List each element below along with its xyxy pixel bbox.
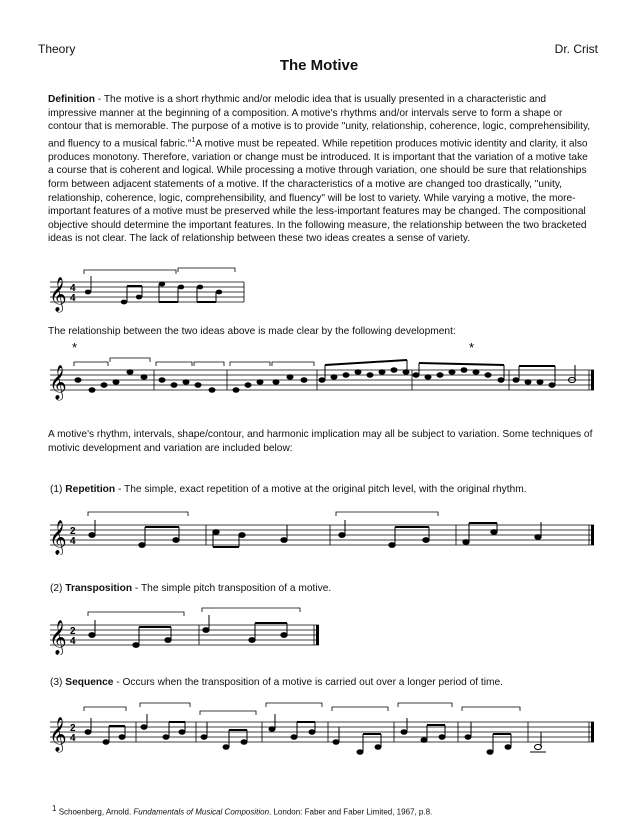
intro-text: A motive's rhythm, intervals, shape/contour, and harmonic implication may all be subject to variation. Some techniques of motivic development and variation are included below: xyxy=(48,429,593,454)
time-sig-top: 2 xyxy=(70,626,76,637)
page-title: The Motive xyxy=(279,57,359,74)
technique-transposition xyxy=(50,582,595,596)
technique-name: Transposition xyxy=(65,583,133,594)
footnote-book-title: Fundamentals of Musical Composition xyxy=(133,807,270,817)
footnote-ref: 1 xyxy=(191,136,196,144)
motive-brackets xyxy=(88,608,300,616)
staff-lines xyxy=(50,525,594,545)
notes xyxy=(89,615,287,647)
time-sig-top: 2 xyxy=(70,526,76,537)
definition-label: Definition xyxy=(48,94,95,105)
definition-text-2: A motive must be repeated. While repetition produces motivic identity and clarity, it also produces monotony. Therefore, variation or change must be introduced. It is important that the variation of a motive take a course that is coherent and logical. While processing a motive through variation, one should be sure that relationships form between adjacent statements of a motive. If the characteristics of a motive are changed too drastically, "unity, relationship, coherence, logic, comprehensibility, and fluency" will be lost to variety. While varying a motive, the more-important features of a motive must be preserved while the less-important features may be changed. The compositional objective should determine the important features. In the following measure, the relationship between the two bracketed ideas is not clear. The lack of relationship between these two ideas creates a sense of variety. xyxy=(48,138,588,245)
asterisk-mark-2: * xyxy=(469,340,475,355)
treble-clef-icon: 𝄞 xyxy=(49,520,67,555)
technique-repetition xyxy=(50,483,595,497)
staff-lines xyxy=(50,722,594,742)
asterisk-mark: * xyxy=(72,340,78,355)
treble-clef-icon: 𝄞 xyxy=(49,717,67,752)
notes xyxy=(89,520,541,547)
definition-text: - The motive is a short rhythmic and/or melodic idea that is usually presented in a characteristic and impressive manner at the beginning of a composition. A motive's rhythms and/or intervals serve to form a shape or contour that is memorable. The purpose of a motive is to provide "unity, relationship, coherence, logic, comprehensibility, and fluency to a musical fabric." xyxy=(48,94,591,150)
technique-sequence xyxy=(50,676,595,690)
technique-number: (2) xyxy=(50,583,63,594)
time-sig-bottom: 4 xyxy=(70,636,76,647)
technique-number: (3) xyxy=(50,677,63,688)
music-example-4 xyxy=(44,605,600,655)
motive-brackets xyxy=(74,358,314,366)
music-example-1 xyxy=(44,266,600,314)
time-sig-top: 4 xyxy=(70,283,76,294)
header-author: Dr. Crist xyxy=(554,42,598,56)
notes xyxy=(85,714,546,754)
notes xyxy=(75,360,576,392)
footnote-number: 1 xyxy=(52,804,57,813)
definition-paragraph xyxy=(48,93,593,246)
technique-name: Sequence xyxy=(65,677,114,688)
time-sig-bottom: 4 xyxy=(70,733,76,744)
relationship-text: The relationship between the two ideas above is made clear by the following development: xyxy=(48,326,456,337)
notes xyxy=(85,276,222,304)
time-sig-bottom: 4 xyxy=(70,293,76,304)
music-example-5 xyxy=(44,698,600,760)
footnote-publisher: . London: Faber and Faber Limited, 1967, p.8. xyxy=(269,807,433,817)
treble-clef-icon: 𝄞 xyxy=(49,365,67,400)
technique-desc: - The simple, exact repetition of a motive at the original pitch level, with the original rhythm. xyxy=(115,484,527,495)
time-sig-bottom: 4 xyxy=(70,536,76,547)
music-example-3 xyxy=(44,505,600,555)
footnote xyxy=(52,804,432,817)
music-example-2 xyxy=(44,338,600,404)
motive-brackets xyxy=(88,512,438,516)
staff-lines xyxy=(50,282,244,302)
header-course: Theory xyxy=(38,42,76,56)
technique-name: Repetition xyxy=(65,484,116,495)
technique-number: (1) xyxy=(50,484,63,495)
time-sig-top: 2 xyxy=(70,723,76,734)
treble-clef-icon: 𝄞 xyxy=(49,620,67,655)
footnote-author: Schoenberg, Arnold. xyxy=(58,807,134,817)
motive-brackets xyxy=(84,268,235,274)
treble-clef-icon: 𝄞 xyxy=(49,277,67,312)
technique-desc: - The simple pitch transposition of a motive. xyxy=(132,583,332,594)
motive-brackets xyxy=(84,703,520,715)
technique-desc: - Occurs when the transposition of a motive is carried out over a longer period of time. xyxy=(113,677,504,688)
